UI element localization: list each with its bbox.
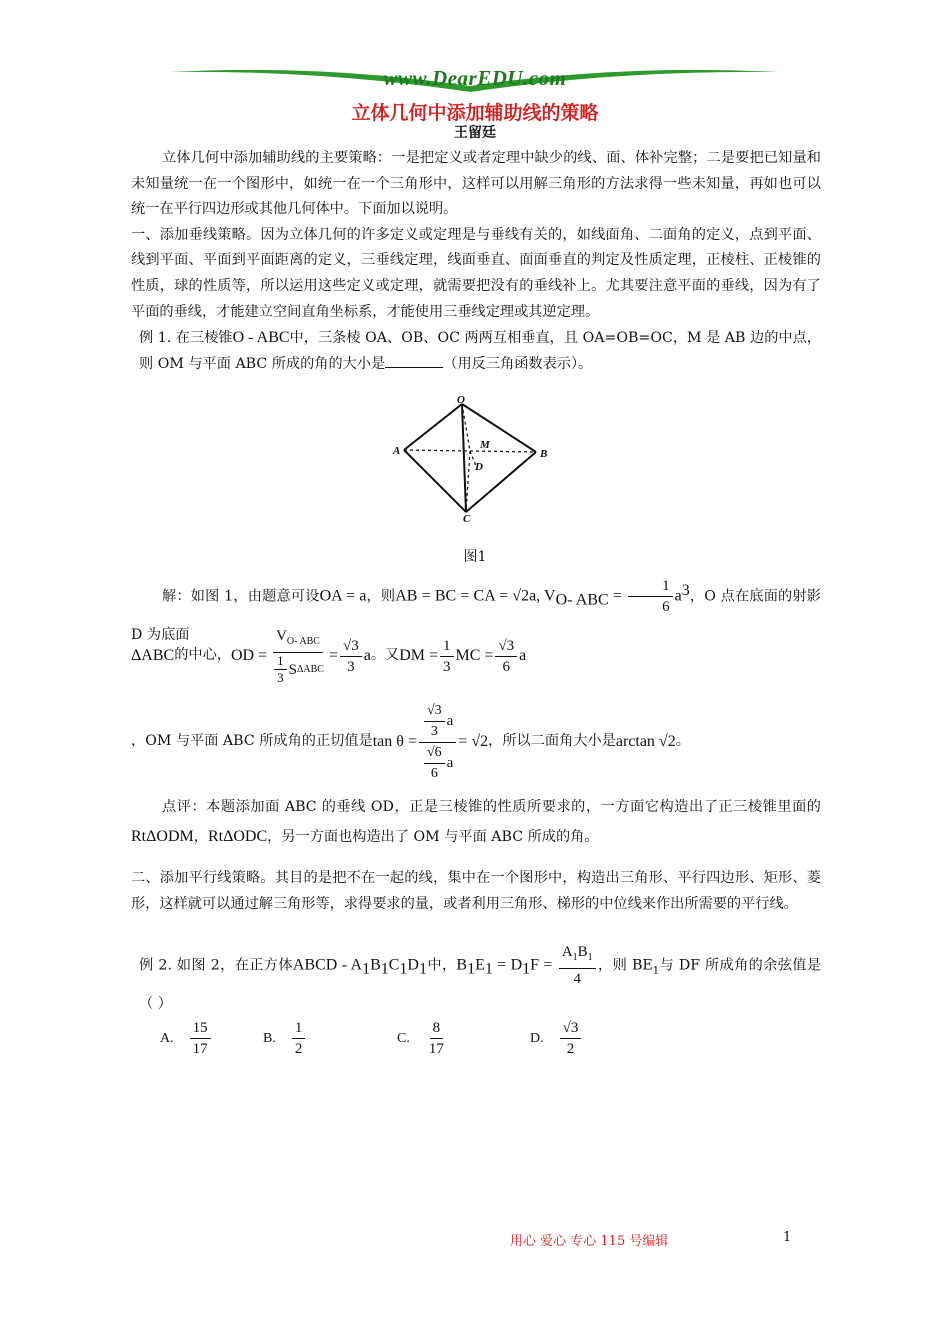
math-eq-sqrt2: = √2: [458, 733, 489, 751]
example2-text: 中，: [426, 957, 457, 974]
fraction-one-third: $\frac{1}{3}$: [440, 636, 454, 677]
math-arctan: arctan √2: [615, 733, 676, 751]
example1-paragraph: [131, 325, 821, 377]
fraction-od: $V_{O- ABC}$ $\frac{1}{3}$ S ΔABC: [269, 626, 327, 686]
math-eq1: AB = BC = CA = √2a, V: [395, 587, 556, 605]
fraction-tan: $\frac{√3}{3}$ a $\frac{√6}{6}$ a: [419, 701, 456, 784]
label-b: B: [540, 448, 548, 460]
figure1-pyramid: [390, 392, 560, 522]
math-rt1: RtΔODM: [131, 828, 194, 845]
section2-paragraph: 二、添加平行线策略。其目的是把不在一起的线，集中在一个图形中，构造出三角形、平行四边形、矩形、菱形，这样就可以通过解三角形等，求得要求的量，或者利用三角形、梯形的中位线来作出所需要的平行线。: [131, 870, 821, 912]
solution-line3: [131, 692, 821, 792]
page-number: 1: [783, 1230, 792, 1245]
math-eq: =: [328, 647, 338, 665]
figure1-caption: 图1: [463, 549, 487, 565]
label-a: A: [393, 445, 401, 457]
math-exp: 3: [681, 582, 690, 599]
example1-lead: 例 1. 在三棱锥: [139, 330, 233, 347]
pyramid-name: O - ABC: [232, 329, 290, 347]
solution-text: 。又: [370, 647, 400, 664]
math-a: a: [363, 647, 371, 665]
answer-options: [160, 1018, 760, 1068]
math-cube: ABCD - A: [292, 956, 363, 974]
example2-text: 与 DF 所成角的余弦值是（ ）: [139, 957, 822, 1012]
footer-text: 用心 爱心 专心 115 号编辑: [510, 1234, 669, 1249]
solution-text: 解：如图 1，由题意可设: [162, 588, 320, 605]
fraction-a1b1-4: $\frac{A_1B_1}{4}$: [559, 942, 596, 989]
option-c[interactable]: C. $\frac{8}{17}$: [397, 1020, 444, 1057]
fraction-sqrt3-3: $\frac{√3}{3}$: [340, 636, 362, 677]
fraction-sqrt3-6: $\frac{√3}{6}$: [495, 636, 517, 677]
answer-blank: [385, 353, 443, 368]
solution-text: ，所以二面角大小是: [488, 733, 616, 750]
option-a[interactable]: A. $\frac{15}{17}$: [160, 1018, 213, 1059]
option-d[interactable]: D. $\frac{√3}{2}$: [530, 1018, 583, 1059]
site-url[interactable]: www.DearEDU.com: [383, 66, 567, 90]
math-rt2: RtΔODC: [207, 828, 268, 845]
comment-text: 点评：本题添加面 ABC 的垂线 OD，正是三棱锥的性质所要求的，一方面它构造出了正三棱锥里面的: [162, 799, 821, 815]
solution-text: ，则: [366, 588, 396, 605]
math-a: a: [674, 587, 682, 605]
label-c: C: [463, 513, 471, 522]
author: 王留廷: [454, 125, 496, 141]
example2-text: 例 2. 如图 2，在正方体: [139, 957, 293, 974]
section1-paragraph: 一、添加垂线策略。因为立体几何的许多定义或定理是与垂线有关的，如线面角、二面角的定义，点到平面、线到平面、平面到平面距离的定义，三垂线定理，线面垂直、面面垂直的判定及性质定理，正棱柱、正棱锥的性质，球的性质等，所以运用这些定义或定理，就需要把没有的垂线补上。尤其要注意平面的垂线，因为有了平面的垂线，才能建立空间直角坐标系，才能使用三垂线定理或其逆定理。: [131, 226, 821, 320]
math-dm: DM =: [399, 647, 439, 665]
math-b1e1: B: [456, 956, 468, 974]
section2-block: [131, 866, 821, 917]
example2-block: 例 2. 如图 2，在正方体ABCD - $A_1B_1C_1D_1$中，$B_1E_1 = D_1F$ = $\frac{A_1B_1}{4}$ ，则 $BE_1$与 DF 所成角的余弦值是（ ）: [139, 944, 822, 1012]
math-a: a: [519, 647, 527, 665]
math-oa: OA = a: [319, 587, 367, 605]
page-title: 立体几何中添加辅助线的策略: [351, 102, 599, 124]
intro-paragraph: 立体几何中添加辅助线的主要策略：一是把定义或者定理中缺少的线、面、体补完整；二是要把已知量和未知量统一在一个图形中，如统一在一个三角形中，这样可以用解三角形的方法求得一些未知量，再如也可以统一在平行四边形或其他几何体中。下面加以说明。: [131, 150, 821, 218]
example1-body: 中，三条棱 OA、OB、OC 两两互相垂直，且 OA=OB=OC，M 是 AB 边的中点，则 OM 与平面 ABC 所成的角的大小是: [139, 330, 821, 372]
fraction-one-sixth: $\frac{1}{6}$: [628, 576, 673, 617]
example1-tail: （用反三角函数表示）。: [443, 355, 593, 372]
option-b[interactable]: B. $\frac{1}{2}$: [263, 1018, 307, 1059]
label-d: D: [475, 461, 483, 473]
math-eq: =: [608, 587, 627, 605]
solution-text: ，OM 与平面 ABC 所成角的正切值是: [131, 733, 373, 750]
comment-text: ，: [193, 829, 208, 845]
solution-text: 。: [675, 733, 690, 750]
comment-text: ，另一方面也构造出了 OM 与平面 ABC 所成的角。: [267, 829, 599, 845]
article-top: [131, 146, 821, 377]
solution-text: ，O 点在底面的射影 D 为底面: [131, 588, 821, 643]
example2-text: ，则 BE: [597, 957, 653, 974]
solution-line2: [131, 620, 821, 692]
math-mc: MC =: [455, 647, 494, 665]
math-tan: tan θ =: [372, 733, 417, 751]
math-sub: O- ABC: [555, 591, 609, 609]
math-triangle: ΔABC: [131, 647, 175, 665]
label-m: M: [480, 439, 490, 451]
comment-block: [131, 792, 821, 852]
solution-text: 的中心，: [174, 647, 231, 664]
math-od: OD =: [230, 647, 268, 665]
label-o: O: [457, 394, 465, 406]
